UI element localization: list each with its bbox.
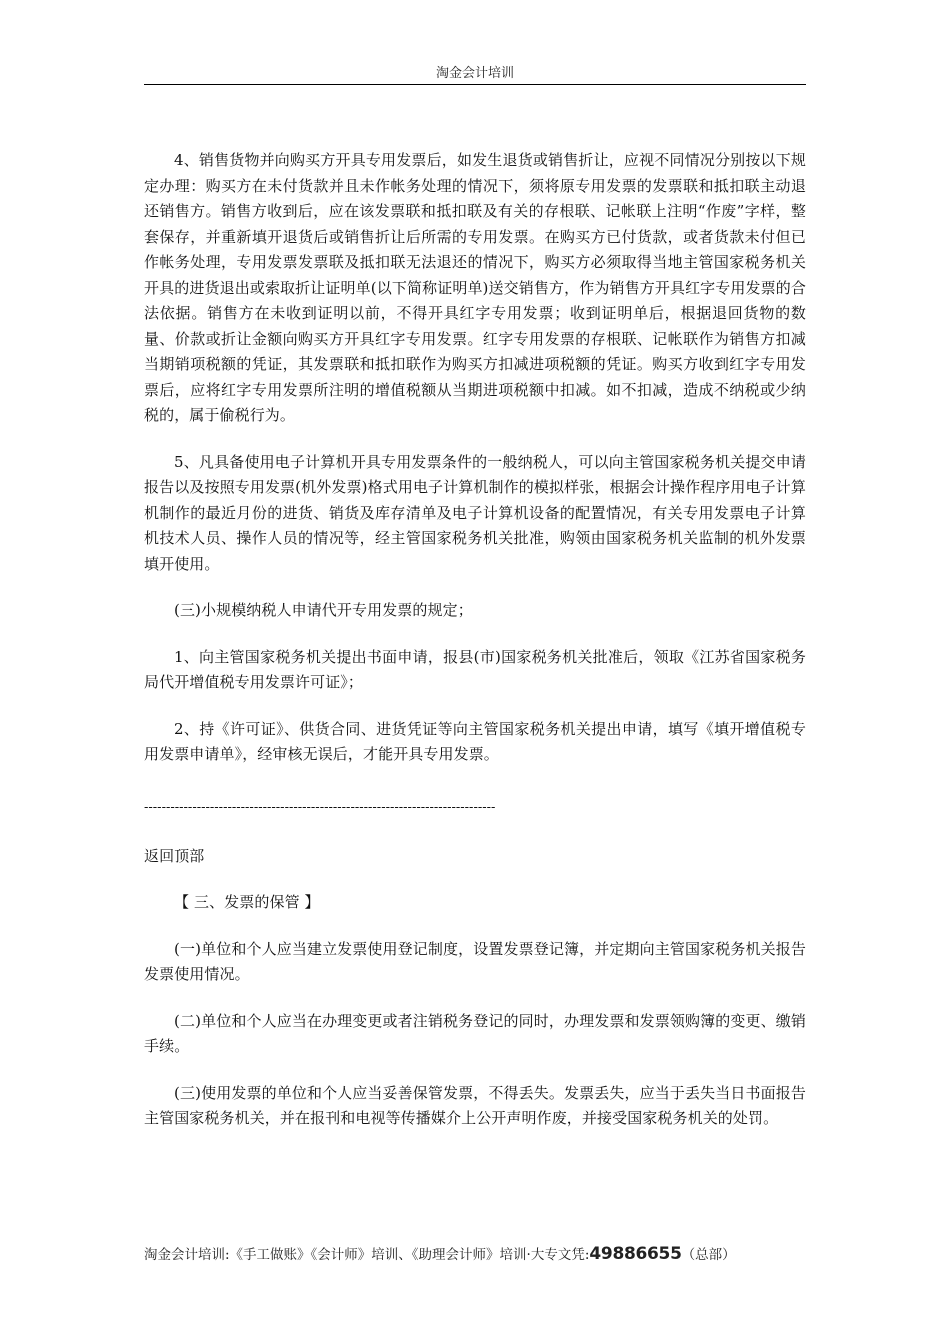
paragraph-registration-system: (一)单位和个人应当建立发票使用登记制度，设置发票登记簿，并定期向主管国家税务机关报告发票使用情况。 bbox=[144, 939, 806, 983]
back-to-top-link[interactable]: 返回顶部 bbox=[144, 846, 205, 865]
document-body bbox=[144, 148, 806, 1153]
footer-text: 淘金会计培训:《手工做账》《会计师》培训、《助理会计师》培训·大专文凭: bbox=[144, 1247, 590, 1263]
page-header bbox=[144, 64, 806, 85]
paragraph-written-application: 1、向主管国家税务机关提出书面申请，报县(市)国家税务机关批准后，领取《江苏省国家税务局代开增值税专用发票许可证》； bbox=[144, 647, 806, 691]
header-title: 淘金会计培训 bbox=[435, 66, 514, 81]
page-footer bbox=[144, 1244, 806, 1265]
paragraph-lost-invoice: (三)使用发票的单位和个人应当妥善保管发票，不得丢失。发票丢失，应当于丢失当日书面报告主管国家税务机关，并在报刊和电视等传播媒介上公开声明作废，并接受国家税务机关的处罚。 bbox=[144, 1083, 806, 1127]
horizontal-divider: -------------------------------------------------------------------------------- bbox=[144, 799, 496, 815]
footer-suffix: （总部） bbox=[681, 1247, 736, 1263]
footer-phone: 49886655 bbox=[589, 1244, 682, 1264]
paragraph-small-taxpayer-heading: (三)小规模纳税人申请代开专用发票的规定； bbox=[174, 601, 473, 619]
paragraph-sales-return: 4、销售货物并向购买方开具专用发票后，如发生退货或销售折让，应视不同情况分别按以下规定办理：购买方在未付货款并且未作帐务处理的情况下，须将原专用发票的发票联和抵扣联主动退还销售方。销售方收到后，应在该发票联和抵扣联及有关的存根联、记帐联上注明“作废”字样，整套保存，并重新填开退货后或销售折让后所需的专用发票。在购买方已付货款，或者货款未付但已作帐务处理，专用发票发票联及抵扣联无法退还的情况下，购买方必须取得当地主管国家税务机关开具的进货退出或索取折让证明单(以下简称证明单)送交销售方，作为销售方开具红字专用发票的合法依据。销售方在未收到证明以前，不得开具红字专用发票；收到证明单后，根据退回货物的数量、价款或折让金额向购买方开具红字专用发票。红字专用发票的存根联、记帐联作为销售方扣减当期销项税额的凭证，其发票联和抵扣联作为购买方扣减进项税额的凭证。购买方收到红字专用发票后，应将红字专用发票所注明的增值税额从当期进项税额中扣减。如不扣减，造成不纳税或少纳税的，属于偷税行为。 bbox=[144, 151, 806, 424]
paragraph-computer-invoice: 5、凡具备使用电子计算机开具专用发票条件的一般纳税人，可以向主管国家税务机关提交申请报告以及按照专用发票(机外发票)格式用电子计算机制作的模拟样张，根据会计操作程序用电子计算机制作的最近月份的进货、销货及库存清单及电子计算机设备的配置情况，有关专用发票电子计算机技术人员、操作人员的情况等，经主管国家税务机关批准，购领由国家税务机关监制的机外发票填开使用。 bbox=[144, 452, 806, 573]
section-heading-invoice-custody: 【 三、发票的保管 】 bbox=[174, 893, 320, 911]
paragraph-change-cancellation: (二)单位和个人应当在办理变更或者注销税务登记的同时，办理发票和发票领购簿的变更、缴销手续。 bbox=[144, 1011, 806, 1055]
paragraph-permit-application: 2、持《许可证》、供货合同、进货凭证等向主管国家税务机关提出申请，填写《填开增值税专用发票申请单》，经审核无误后，才能开具专用发票。 bbox=[144, 719, 806, 763]
